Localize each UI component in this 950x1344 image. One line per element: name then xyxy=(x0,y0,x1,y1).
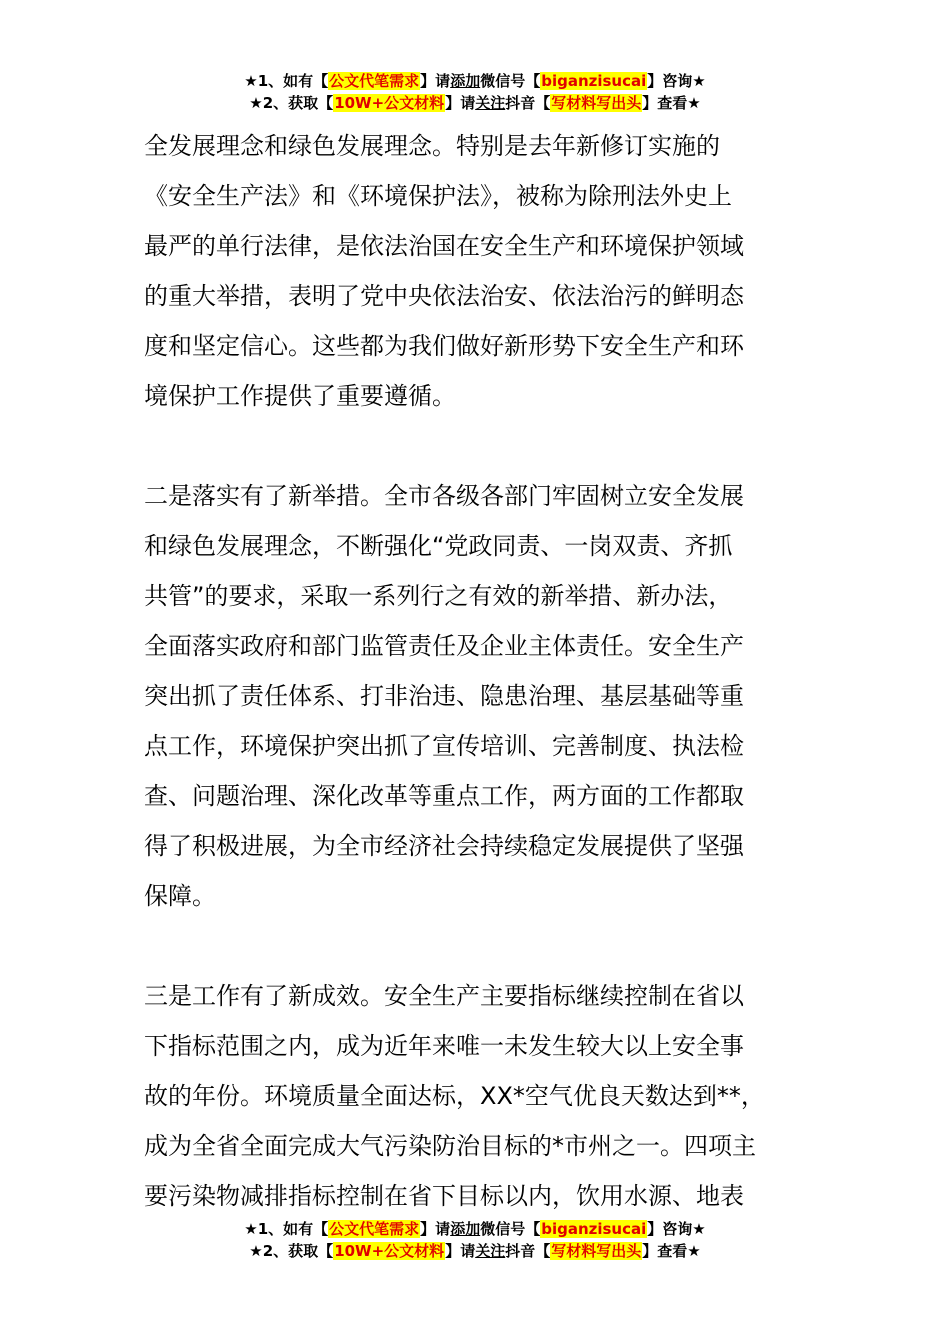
document-body xyxy=(144,121,808,1221)
banner-text: 抖音【 xyxy=(505,94,551,112)
text-line: 要污染物减排指标控制在省下目标以内，饮用水源、地表 xyxy=(144,1182,744,1210)
text-line: 境保护工作提供了重要遵循。 xyxy=(144,382,456,410)
paragraph-spacer xyxy=(144,421,808,471)
banner-highlight: 公文代笔需求 xyxy=(329,1220,420,1238)
banner-text: ★2、获取【 xyxy=(249,94,334,112)
banner-line-1 xyxy=(0,1218,950,1240)
text-line: 共管”的要求，采取一系列行之有效的新举措、新办法， xyxy=(144,582,733,610)
text-line: 保障。 xyxy=(144,882,216,910)
banner-text: ★2、获取【 xyxy=(249,1242,334,1260)
text-line: 点工作，环境保护突出抓了宣传培训、完善制度、执法检 xyxy=(144,732,744,760)
paragraph xyxy=(144,121,808,421)
text-line: 度和坚定信心。这些都为我们做好新形势下安全生产和环 xyxy=(144,332,744,360)
header-banner xyxy=(0,70,950,114)
banner-line-2 xyxy=(0,1240,950,1262)
banner-text: 】请 xyxy=(420,72,451,90)
text-line: 二是落实有了新举措。全市各级各部门牢固树立安全发展 xyxy=(144,482,744,510)
text-line: 下指标范围之内，成为近年来唯一未发生较大以上安全事 xyxy=(144,1032,744,1060)
banner-highlight: biganzisucai xyxy=(541,1220,647,1238)
paragraph-spacer xyxy=(144,921,808,971)
text-line: 全发展理念和绿色发展理念。特别是去年新修订实施的 xyxy=(144,132,720,160)
text-line: 查、问题治理、深化改革等重点工作，两方面的工作都取 xyxy=(144,782,744,810)
text-line: 成为全省全面完成大气污染防治目标的*市州之一。四项主 xyxy=(144,1132,756,1160)
banner-text: 】请 xyxy=(445,94,476,112)
text-line: 和绿色发展理念，不断强化“党政同责、一岗双责、齐抓 xyxy=(144,532,733,560)
banner-highlight: 写材料写出头 xyxy=(551,1242,642,1260)
footer-banner xyxy=(0,1218,950,1262)
paragraph xyxy=(144,971,808,1221)
banner-text: ★1、如有【 xyxy=(244,1220,329,1238)
banner-line-1 xyxy=(0,70,950,92)
banner-underlined-text: 关注 xyxy=(475,94,506,112)
banner-highlight: 写材料写出头 xyxy=(551,94,642,112)
banner-text: 抖音【 xyxy=(505,1242,551,1260)
banner-underlined-text: 添加 xyxy=(450,1220,481,1238)
text-line: 全面落实政府和部门监管责任及企业主体责任。安全生产 xyxy=(144,632,744,660)
text-line: 的重大举措，表明了党中央依法治安、依法治污的鲜明态 xyxy=(144,282,744,310)
text-line: 三是工作有了新成效。安全生产主要指标继续控制在省以 xyxy=(144,982,744,1010)
paragraph xyxy=(144,471,808,921)
banner-highlight: 公文代笔需求 xyxy=(329,72,420,90)
text-line: 《安全生产法》和《环境保护法》，被称为除刑法外史上 xyxy=(144,182,732,210)
banner-text: 】查看★ xyxy=(642,94,701,112)
banner-text: 】请 xyxy=(420,1220,451,1238)
banner-highlight: biganzisucai xyxy=(541,72,647,90)
banner-highlight: 10W+公文材料 xyxy=(334,1242,445,1260)
banner-text: 】请 xyxy=(445,1242,476,1260)
text-line: 最严的单行法律，是依法治国在安全生产和环境保护领域 xyxy=(144,232,744,260)
banner-text: 微信号【 xyxy=(480,1220,541,1238)
banner-underlined-text: 添加 xyxy=(450,72,481,90)
text-line: 得了积极进展，为全市经济社会持续稳定发展提供了坚强 xyxy=(144,832,744,860)
banner-line-2 xyxy=(0,92,950,114)
banner-text: ★1、如有【 xyxy=(244,72,329,90)
text-line: 故的年份。环境质量全面达标，XX*空气优良天数达到**， xyxy=(144,1082,765,1110)
text-line: 突出抓了责任体系、打非治违、隐患治理、基层基础等重 xyxy=(144,682,744,710)
banner-text: 】咨询★ xyxy=(647,1220,706,1238)
banner-text: 微信号【 xyxy=(480,72,541,90)
banner-text: 】查看★ xyxy=(642,1242,701,1260)
banner-underlined-text: 关注 xyxy=(475,1242,506,1260)
banner-text: 】咨询★ xyxy=(647,72,706,90)
banner-highlight: 10W+公文材料 xyxy=(334,94,445,112)
